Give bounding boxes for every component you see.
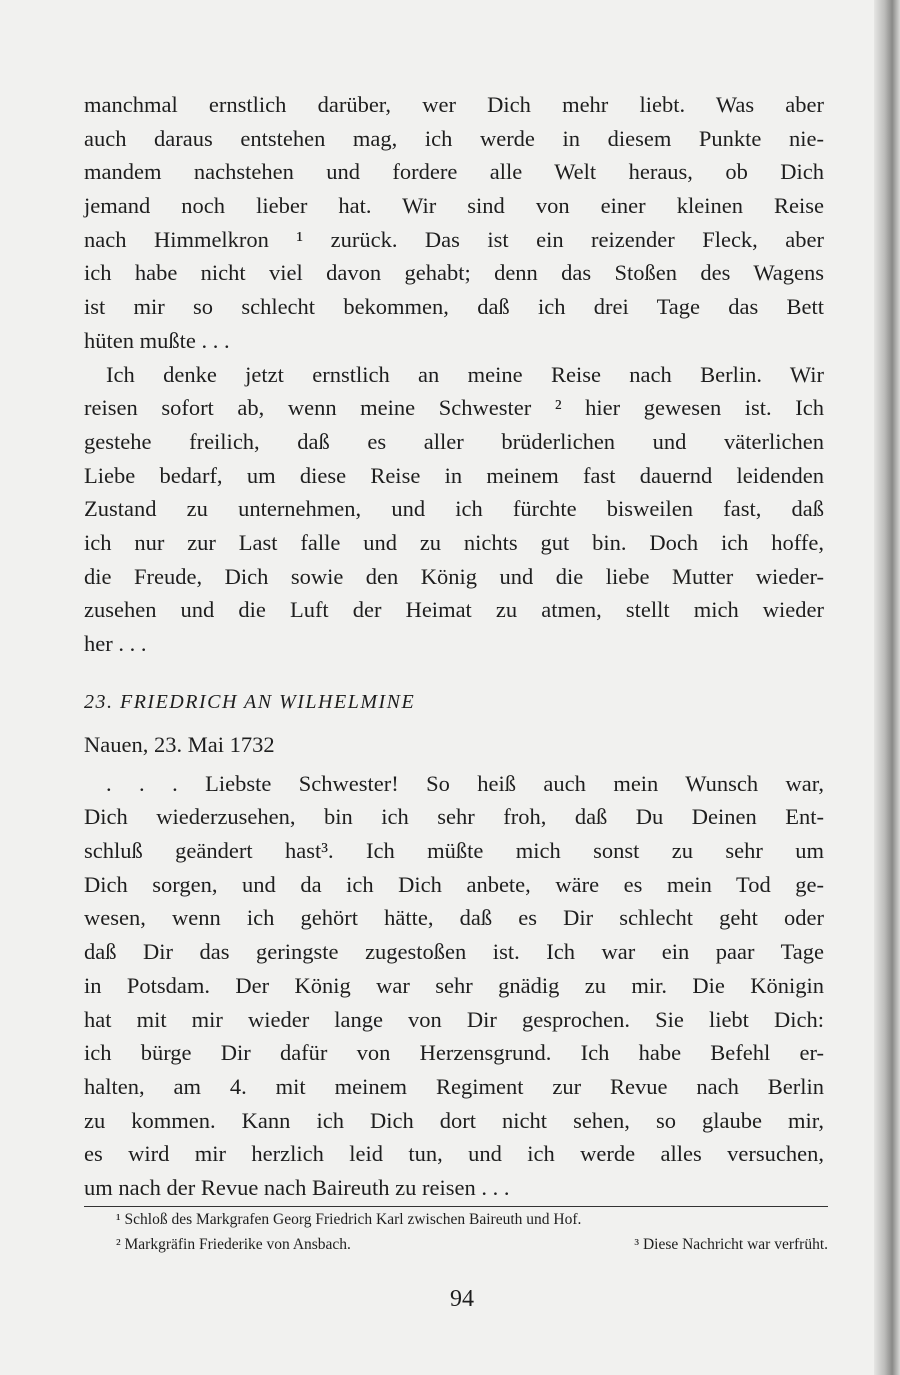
page-edge-shadow	[874, 0, 900, 1375]
text-line: jemand noch lieber hat. Wir sind von einer kleinen Reise	[84, 193, 824, 219]
text-line: her . . .	[84, 631, 147, 656]
text-line: Ich denke jetzt ernstlich an meine Reise nach Berlin. Wir	[106, 361, 824, 387]
text-line: schluß geändert hast³. Ich müßte mich sonst zu sehr um	[84, 838, 824, 864]
paragraph	[84, 358, 824, 661]
text-line: ich nur zur Last falle und zu nichts gut bin. Doch ich hoffe,	[84, 529, 824, 555]
text-line: ist mir so schlecht bekommen, daß ich drei Tage das Bett	[84, 294, 824, 320]
text-line: mandem nachstehen und fordere alle Welt heraus, ob Dich	[84, 159, 824, 185]
text-line: daß Dir das geringste zugestoßen ist. Ich war ein paar Tage	[84, 939, 824, 965]
text-line: . . . Liebste Schwester! So heiß auch mein Wunsch war,	[106, 770, 824, 796]
text-line: Liebe bedarf, um diese Reise in meinem fast dauernd leidenden	[84, 462, 824, 488]
footnote-3: ³ Diese Nachricht war verfrüht.	[634, 1236, 828, 1253]
letter-paragraph	[84, 767, 824, 1205]
footnotes-row	[116, 1236, 828, 1254]
text-line: Zustand zu unternehmen, und ich fürchte bisweilen fast, daß	[84, 496, 824, 522]
dateline: Nauen, 23. Mai 1732	[84, 731, 275, 757]
text-line: Dich wiederzusehen, bin ich sehr froh, daß Du Deinen Ent-	[84, 804, 824, 830]
paragraph	[84, 88, 824, 358]
text-line: auch daraus entstehen mag, ich werde in diesem Punkte nie-	[84, 125, 824, 151]
text-line: es wird mir herzlich leid tun, und ich werde alles versuchen,	[84, 1141, 824, 1167]
text-line: ich habe nicht viel davon gehabt; denn das Stoßen des Wagens	[84, 260, 824, 286]
text-line: in Potsdam. Der König war sehr gnädig zu mir. Die Königin	[84, 972, 824, 998]
text-line: manchmal ernstlich darüber, wer Dich mehr liebt. Was aber	[84, 92, 824, 117]
footnote-2: ² Markgräfin Friederike von Ansbach.	[116, 1236, 351, 1253]
text-line: hat mit mir wieder lange von Dir gesprochen. Sie liebt Dich:	[84, 1006, 824, 1032]
text-line: reisen sofort ab, wenn meine Schwester ² hier gewesen ist. Ich	[84, 395, 824, 421]
body-text	[84, 88, 824, 1205]
text-line: hüten mußte . . .	[84, 327, 230, 353]
text-line: nach Himmelkron ¹ zurück. Das ist ein reizender Fleck, aber	[84, 226, 824, 252]
footnote-1: ¹ Schloß des Markgrafen Georg Friedrich Karl zwischen Baireuth und Hof.	[116, 1211, 582, 1228]
text-line: um nach der Revue nach Baireuth zu reisen . . .	[84, 1174, 510, 1200]
text-line: ich bürge Dir dafür von Herzensgrund. Ich habe Befehl er-	[84, 1040, 824, 1066]
letter-heading: 23. FRIEDRICH AN WILHELMINE	[84, 690, 416, 713]
text-line: halten, am 4. mit meinem Regiment zur Revue nach Berlin	[84, 1073, 824, 1099]
footnote-rule	[84, 1206, 828, 1207]
text-line: wesen, wenn ich gehört hätte, daß es Dir schlecht geht oder	[84, 905, 824, 931]
text-line: Dich sorgen, und da ich Dich anbete, wäre es mein Tod ge-	[84, 871, 824, 897]
text-line: gestehe freilich, daß es aller brüderlichen und väterlichen	[84, 428, 824, 454]
page-number: 94	[450, 1286, 474, 1312]
text-line: zusehen und die Luft der Heimat zu atmen, stellt mich wieder	[84, 597, 824, 623]
text-line: die Freude, Dich sowie den König und die liebe Mutter wieder-	[84, 563, 824, 589]
text-line: zu kommen. Kann ich Dich dort nicht sehen, so glaube mir,	[84, 1107, 824, 1133]
